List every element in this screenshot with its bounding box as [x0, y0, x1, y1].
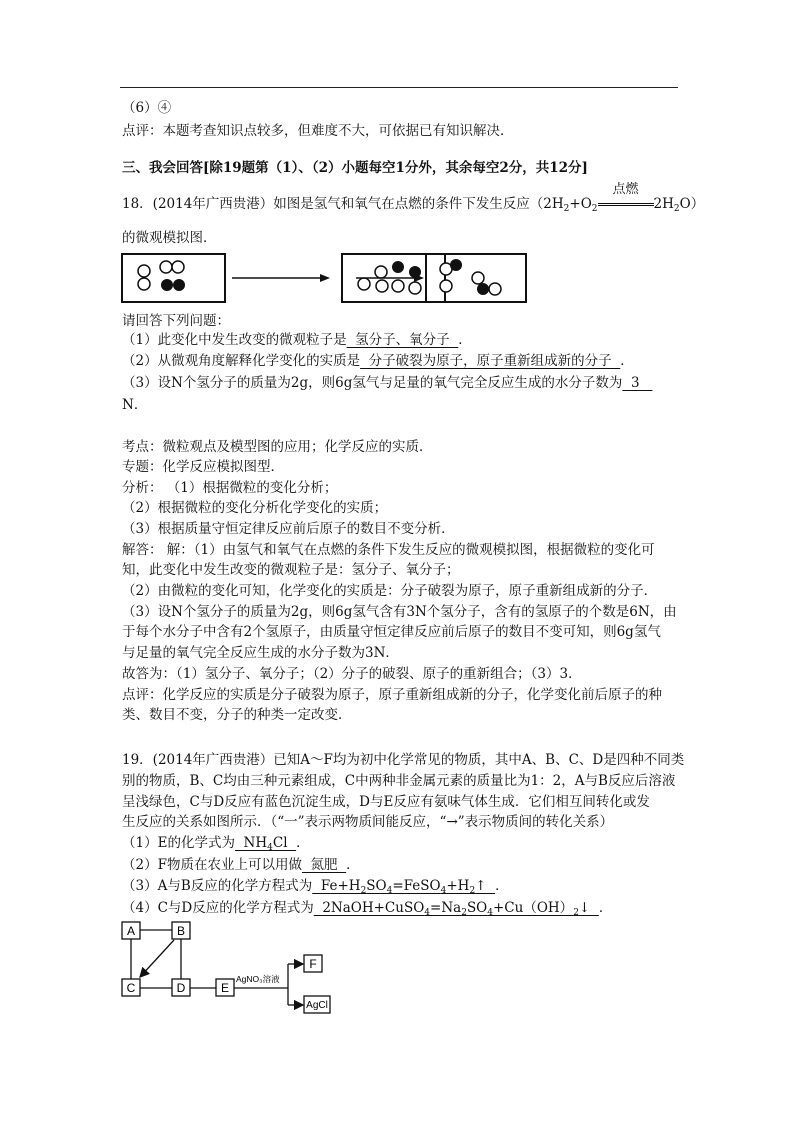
q19-sub1: （1）E的化学式为 $NH_4Cl$ ．	[122, 835, 310, 853]
q19-answer4: $2NaOH+CuSO_4=Na_2SO_4+Cu(OH)_2↓$	[313, 900, 599, 918]
q18-answer1: 氢分子、氧分子	[346, 332, 459, 348]
q19-line2: 别的物质，B、C均由三种元素组成，C中两种非金属元素的质量比为1：2，A与B反应后溶液	[122, 773, 676, 789]
q18-sub3: （3）设N个氢分子的质量为2g，则6g氢气与足量的氧气完全反应生成的水分子数为 3	[122, 375, 653, 391]
q18-kaodian: 考点：微粒观点及模型图的应用；化学反应的实质．	[122, 439, 433, 455]
relation-diagram	[118, 918, 348, 1018]
q19-line4: 生反应的关系如图所示．（“一”表示两物质间能反应，“→”表示物质间的转化关系）	[122, 814, 614, 830]
top-rule	[120, 87, 678, 88]
q18-jieda6: 与足量的氧气完全反应生成的水分子数为3N．	[122, 645, 399, 661]
q18-fenxi3: （3）根据质量守恒定律反应前后原子的数目不变分析．	[122, 521, 455, 537]
q19-answer1: $NH_4Cl$	[234, 835, 297, 853]
q18-dianping2: 类、数目不变，分子的种类一定改变．	[122, 707, 352, 723]
q18-jieda4: （3）设N个氢分子的质量为2g，则6g氢气含有3N个氢分子，含有的氢原子的个数是6N，由	[122, 604, 677, 620]
q18-jieda2: 知，此变化中发生改变的微观粒子是：氢分子、氧分子；	[122, 562, 460, 578]
q18-intro-line2: 的微观模拟图．	[122, 230, 217, 246]
q19-answer3: $Fe+H_2SO_4=FeSO_4+H_2↑$	[312, 878, 496, 896]
label-f: F	[309, 957, 317, 971]
q19-sub2: （2）F物质在农业上可以用做 氮肥 ．	[122, 857, 360, 873]
q19-line3: 呈浅绿色，C与D反应有蓝色沉淀生成，D与E反应有氨味气体生成．它们相互间转化或发	[122, 794, 650, 810]
reactants-box	[122, 254, 225, 302]
q18-fenxi1: 分析： （1）根据微粒的变化分析；	[122, 480, 338, 496]
reaction-condition: 点燃	[598, 195, 654, 213]
q19-answer2: 氮肥	[301, 857, 347, 873]
q18-jieda3: （2）由微粒的变化可知，化学变化的实质是：分子破裂为原子，原子重新组成新的分子．	[122, 583, 658, 599]
q18-zhuanti: 专题：化学反应模拟图型．	[122, 459, 284, 475]
section-title: 三、我会回答[除19题第（1）、（2）小题每空1分外，其余每空2分，共12分]	[122, 160, 588, 176]
q19-sub4: （4）C与D反应的化学方程式为 $2NaOH+CuSO_4=Na_2SO_4+Cu(OH)_2↓$ ．	[122, 900, 613, 918]
q18-dianping1: 点评：化学反应的实质是分子破裂为原子，原子重新组成新的分子，化学变化前后原子的种	[122, 687, 662, 703]
prev-answer-6: （6）④	[122, 100, 172, 116]
arrow-1	[232, 274, 330, 282]
q18-intro: 18．(2014年广西贵港）如图是氢气和氧气在点燃的条件下发生反应（$2H_2+O_2$ 点燃 $2H_2O$）	[122, 182, 705, 214]
q18-sub1: （1）此变化中发生改变的微观粒子是 氢分子、氧分子 ．	[122, 332, 472, 348]
q19-line1: 19．(2014年广西贵港）已知A～F均为初中化学常见的物质，其中A、B、C、D是四种不同类	[122, 752, 685, 768]
label-b: B	[176, 924, 186, 938]
arrow-2-line	[356, 274, 424, 282]
label-a: A	[126, 924, 136, 938]
arrow-b-c	[140, 940, 174, 977]
q18-answer3: 3	[622, 375, 653, 391]
q18-guda: 故答为：（1）氢分子、氧分子；（2）分子的破裂、原子的重新组合；（3）3．	[122, 666, 582, 682]
q18-jieda1: 解答： 解：（1）由氢气和氧气在点燃的条件下发生反应的微观模拟图，根据微粒的变化可	[122, 542, 655, 558]
reagent-label: AgNO₃溶液	[236, 974, 280, 984]
prev-comment: 点评：本题考查知识点较多，但难度不大，可依据已有知识解决．	[122, 123, 514, 139]
products-box-shape	[426, 254, 526, 302]
label-e: E	[220, 981, 230, 995]
label-agcl: AgCl	[306, 1000, 328, 1011]
q19-sub3: （3）A与B反应的化学方程式为 $Fe+H_2SO_4=FeSO_4+H_2↑$ ．	[122, 878, 509, 896]
q18-fenxi2: （2）根据微粒的变化分析化学变化的实质；	[122, 500, 388, 516]
label-c: C	[126, 981, 136, 995]
q18-answer2: 分子破裂为原子，原子重新组成新的分子	[360, 353, 621, 369]
label-d: D	[176, 981, 186, 995]
micro-model-diagram-right	[350, 252, 530, 308]
q18-sub3-cont: N．	[122, 397, 148, 413]
q18-prompt: 请回答下列问题：	[122, 313, 230, 329]
q18-jieda5: 于每个水分子中含有2个氢原子，由质量守恒定律反应前后原子的数目不变可知，则6g氢气	[122, 624, 661, 640]
q18-sub2: （2）从微观角度解释化学变化的实质是 分子破裂为原子，原子重新组成新的分子 ．	[122, 353, 634, 369]
